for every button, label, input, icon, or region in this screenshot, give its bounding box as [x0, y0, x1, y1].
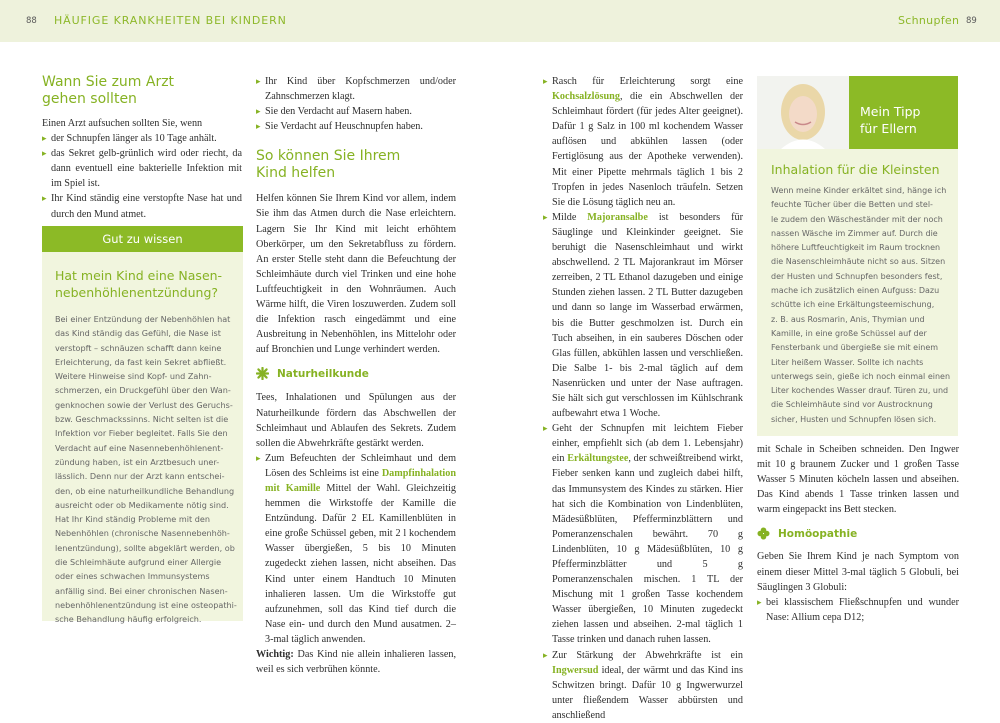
tip-line: Liter heißem Wasser. Sollte ich nachts: [771, 357, 924, 367]
box-line: Hat Ihr Kind ständig Probleme mit den: [55, 514, 210, 525]
box-line: zündung haben, ist ein Arztbesuch uner-: [55, 456, 220, 467]
tip-line: der Husten und Schnupfen besonders fest,: [771, 271, 943, 281]
column-2: [256, 74, 456, 677]
text-run: Zur Stärkung der Abwehrkräfte ist ein: [552, 649, 743, 661]
subheading-naturheilkunde: [256, 367, 456, 380]
box-line: Verdacht auf eine Nasennebenhöhlenent-: [55, 442, 224, 453]
highlight-term: Dampfinhalation mit Kamille: [265, 467, 456, 494]
highlight-term: Ingwersud: [552, 664, 599, 676]
running-header: [0, 0, 1000, 42]
tip-line: unterwegs sein, gieße ich noch einmal einen: [771, 371, 951, 381]
column-3: [543, 74, 743, 723]
box-line: genknochen sowie der Verlust des Geruchs-: [55, 399, 233, 410]
label-line: Mein Tipp: [860, 104, 921, 119]
text-run: , die ein Abschwellen der Schleimhaut fördert (für jedes Alter geeignet). Dafür 1 g Salz in 100 ml kochendem Wasser auflösen und abkühlen lassen (oder Fertiglösung aus der Apotheke verwenden). Mit einer Pipette mehrmals täglich 1 bis 2 Tropfen in jedes Nasenloch träufeln. Setzen Sie die Lösung täglich neu an.: [552, 91, 743, 208]
tip-line: sicher, Husten und Schnupfen lösen sich.: [771, 414, 937, 424]
heading-line: Wann Sie zum Arzt: [42, 74, 175, 90]
box-line: Infektion vor Fieber begleitet. Falls Sie den: [55, 428, 228, 439]
tip-line: le zudem den Wäscheständer mit der noch: [771, 214, 943, 224]
warning-label: Wichtig:: [256, 649, 294, 660]
tip-line: höhere Luftfeuchtigkeit im Raum trocknen: [771, 243, 941, 253]
text-run: Geht der Schnupfen mit leichtem Fieber einher, empfiehlt sich (ab dem 1. Lebensjahr) ein: [552, 423, 743, 465]
list-item: [543, 421, 743, 647]
section-heading-helfen: [256, 148, 456, 182]
box-line: die Schleimhäute aufgrund einer Allergie: [55, 557, 222, 568]
box-line: schmerzen, ein Druckgefühl über den Wan-: [55, 385, 231, 396]
box-line: das Kind ständig das Gefühl, die Nase ist: [55, 328, 221, 339]
tip-line: z. B. aus Rosmarin, Anis, Thymian und: [771, 314, 925, 324]
tip-line: die Schleimhäute sind vor Austrocknung: [771, 400, 933, 410]
box-label: Gut zu wissen: [42, 226, 243, 252]
tip-line: Fensterbank und übergieße sie mit einem: [771, 343, 939, 353]
subheading-text: Naturheilkunde: [277, 367, 369, 380]
list-item: ▸ Ihr Kind über Kopfschmerzen und/oder Zahnschmerzen klagt.: [256, 74, 456, 104]
text-run: ideal, der wärmt und das Kind ins Schwitzen bringt. Dafür 10 g Ingwerwurzel unter fließendem Wasser abbürsten und anschließend: [552, 664, 743, 721]
box-line: nebenhöhlenentzündung ist eine osteopathi-: [55, 599, 237, 610]
text-run: Zum Befeuchten der Schleimhaut und dem Lösen des Schleims ist eine: [265, 452, 456, 479]
heading-line: gehen sollten: [42, 91, 137, 107]
box-line: Nebenhöhlen (chronische Nasennebenhöh-: [55, 528, 230, 539]
subheading-homoeopathie: [757, 527, 959, 540]
text-run: , der schweißtreibend wirkt, Fieber senken kann und zugleich dabei hilft, das Immunsystem des Kindes zu stärken. Hier hat sich die Kombination von Lindenblüten, Mädesüßblüten, Pfefferminzblättern und Pomeranzenschalen bewährt. 70 g Lindenblüten, 10 g Mädesüßblüten, 10 g Pfefferminzblätter und 5 g Pomeranzenschalen mischen. 1 TL der Mischung mit 1 großen Tasse kochendem Wasser übergießen, 10 Minuten zugedeckt ziehen lassen und abseihen. 2-mal täglich 1 Tasse trinken und danach ruhen lassen.: [552, 453, 743, 646]
tip-text: [771, 184, 957, 427]
box-line: oder eines schwachen Immunsystems: [55, 571, 210, 582]
box-line: lässlich. Denn nur der Arzt kann entschei-: [55, 471, 225, 482]
tip-line: mache ich zusätzlich einen Aufguss: Dazu: [771, 286, 940, 296]
list-item: ▸ Sie Verdacht auf Heuschnupfen haben.: [256, 119, 456, 134]
column-4-text: [757, 442, 959, 625]
subheading-text: Homöopathie: [778, 527, 858, 540]
list-item: [543, 210, 743, 421]
box-line: den, ob eine naturheilkundliche Behandlung: [55, 485, 235, 496]
list-item: ▸ das Sekret gelb-grünlich wird oder riecht, da dann eventuell eine bakterielle Infektion mit im Spiel ist.: [42, 146, 242, 191]
box-line: Erleichterung, da fast kein Sekret abfließt.: [55, 356, 227, 367]
heading-line: Hat mein Kind eine Nasen-: [55, 268, 223, 283]
tip-line: schütte ich eine Erkältungsteemischung,: [771, 300, 935, 310]
list-item: [543, 648, 743, 723]
running-title-left: HÄUFIGE KRANKHEITEN BEI KINDERN: [54, 14, 287, 27]
box-line: verstopft – schnäuzen schafft dann keine: [55, 342, 222, 353]
list-item: ▸ Ihr Kind ständig eine verstopfte Nase hat und durch den Mund atmet.: [42, 191, 242, 221]
clover-icon: [757, 527, 770, 540]
text-run: Mittel der Wahl. Gleichzeitig hemmen die Wirkstoffe der Kamille die Entzündung. Dafür 2 EL Kamillenblüten in eine große Schüssel geben, mit 2 l kochendem Wasser übergießen, 5 bis 10 Minuten zugedeckt ziehen lassen, nicht abseihen. Das Kind unter einem Handtuch 10 Minuten inhalieren lassen. Um die Wirkstoffe gut aufzunehmen, soll das Kind tief durch die Nase ein- und durch den Mund ausatmen. 2–3-mal täglich anwenden.: [265, 482, 456, 645]
running-title-right: Schnupfen: [898, 14, 960, 27]
box-line: sche Behandlung häufig erfolgreich.: [55, 614, 202, 625]
tip-line: Kamille, in eine große Schüssel auf der: [771, 328, 927, 338]
text-run: ist besonders für Säuglinge und Kleinkinder geeignet. Sie beruhigt die Nasenschleimhaut und wirkt abschwellend. 2 TL Majorankraut im Mörser zerreiben, 2 TL Ethanol dazugeben und einige Stunden ziehen lassen. 2 TL Butter dazugeben und dann so lange im Wasserbad erwärmen, bis die Butter geschmolzen ist. Durch ein Tuch abseihen, in ein sauberes Döschen oder Glas füllen, abkühlen lassen und verschließen. Die Salbe 1- bis 2-mal täglich auf dem Nasenrücken und unter der Nase auftragen. Sie hält sich gut verschlossen im Kühlschrank aufbewahrt etwa 1 Woche.: [552, 211, 743, 420]
leaf-icon: [256, 367, 269, 380]
heading-line: Kind helfen: [256, 165, 336, 182]
info-box: [42, 226, 243, 625]
warning-note: [256, 647, 456, 677]
portrait-photo: [757, 76, 849, 149]
box-line: lenentzündung), sollte abgeklärt werden, ob: [55, 542, 235, 553]
tip-heading: Inhalation für die Kleinsten: [771, 162, 940, 177]
intro-text: Einen Arzt aufsuchen sollten Sie, wenn: [42, 118, 203, 129]
text-run: Milde: [552, 211, 588, 223]
box-line: bzw. Geschmackssinns. Nicht selten ist die: [55, 414, 229, 425]
warning-text: Das Kind nie allein inhalieren lassen, weil es sich verbrühen könnte.: [256, 649, 456, 676]
box-line: ausreicht oder ob Medikamente nötig sind.: [55, 499, 229, 510]
portrait-image: [757, 76, 849, 149]
page-number-right: 89: [966, 16, 977, 26]
tip-line: Wenn meine Kinder erkältet sind, hänge ich: [771, 186, 947, 195]
list-item: ▸ Sie den Verdacht auf Masern haben.: [256, 104, 456, 119]
column-1: [42, 74, 242, 222]
highlight-term: Erkältungstee: [567, 453, 629, 465]
paragraph: Tees, Inhalationen und Spülungen aus der Naturheilkunde fördern das Abschwellen der Schleimhaut und Ablaufen des Sekrets. Zudem sollen die Abwehrkräfte gestärkt werden.: [256, 392, 456, 449]
tipp-label: [849, 76, 958, 149]
box-heading: [55, 267, 231, 301]
list-item: [256, 451, 456, 647]
paragraph: [256, 74, 456, 134]
list-item: ▸ der Schnupfen länger als 10 Tage anhält.: [42, 131, 242, 146]
paragraph: mit Schale in Scheiben schneiden. Den Ingwer mit 10 g braunem Zucker und 1 großen Tasse Wasser 5 Minuten köcheln lassen und abseihen. Das Kind abends 1 Tasse trinken lassen und warm eingepackt ins Bett stecken.: [757, 444, 959, 516]
tip-line: die Nasenschleimhäute nicht so aus. Sitzen: [771, 257, 946, 267]
list-item: ▸ bei klassischem Fließschnupfen und wunder Nase: Allium cepa D12;: [757, 595, 959, 625]
heading-line: So können Sie Ihrem: [256, 148, 401, 165]
paragraph: [42, 116, 242, 222]
highlight-term: Majoransalbe: [587, 211, 648, 223]
tip-line: Liter kochendes Wasser drauf. Türen zu, und: [771, 386, 949, 396]
tip-line: feuchte Tücher über die Betten und stel-: [771, 200, 933, 210]
heading-line: nebenhöhlenentzündung?: [55, 285, 219, 300]
paragraph: Geben Sie Ihrem Kind je nach Symptom von einem dieser Mittel 3-mal täglich 5 Globuli, bei Säuglingen 3 Globuli:: [757, 551, 959, 593]
paragraph: Helfen können Sie Ihrem Kind vor allem, indem Sie ihm das Atmen durch die Nase erleichtern. Lagern Sie Ihr Kind mit leicht erhöhtem Oberkörper, um den Sekretabfluss zu fördern. An erster Stelle steht dann die Befeuchtung der Schleimhäute durch viel Trinken und eine hohe Luftfeuchtigkeit in den Wohnräumen. Auch Wärme hilft, die Viren loszuwerden. Zudem soll die Infektion rasch eingedämmt und eine Ausbreitung in Nebenhöhlen, ins Mittelohr oder auf Bronchien und Lunge verhindert werden.: [256, 193, 456, 356]
box-line: anfällig sind. Bei einer chronischen Nasen-: [55, 585, 228, 596]
list-item: [543, 74, 743, 210]
highlight-term: Kochsalzlösung: [552, 91, 620, 103]
tip-line: nassen Wäsche im Zimmer auf. Durch die: [771, 228, 938, 238]
page-number-left: 88: [26, 16, 37, 26]
tip-box: [757, 76, 958, 436]
box-text: [55, 312, 235, 627]
section-heading-arzt: [42, 74, 242, 108]
box-line: Bei einer Entzündung der Nebenhöhlen hat: [55, 314, 231, 324]
label-line: für Ellern: [860, 121, 917, 136]
text-run: Rasch für Erleichterung sorgt eine: [552, 76, 743, 87]
box-line: Weitere Hinweise sind Kopf- und Zahn-: [55, 371, 212, 382]
